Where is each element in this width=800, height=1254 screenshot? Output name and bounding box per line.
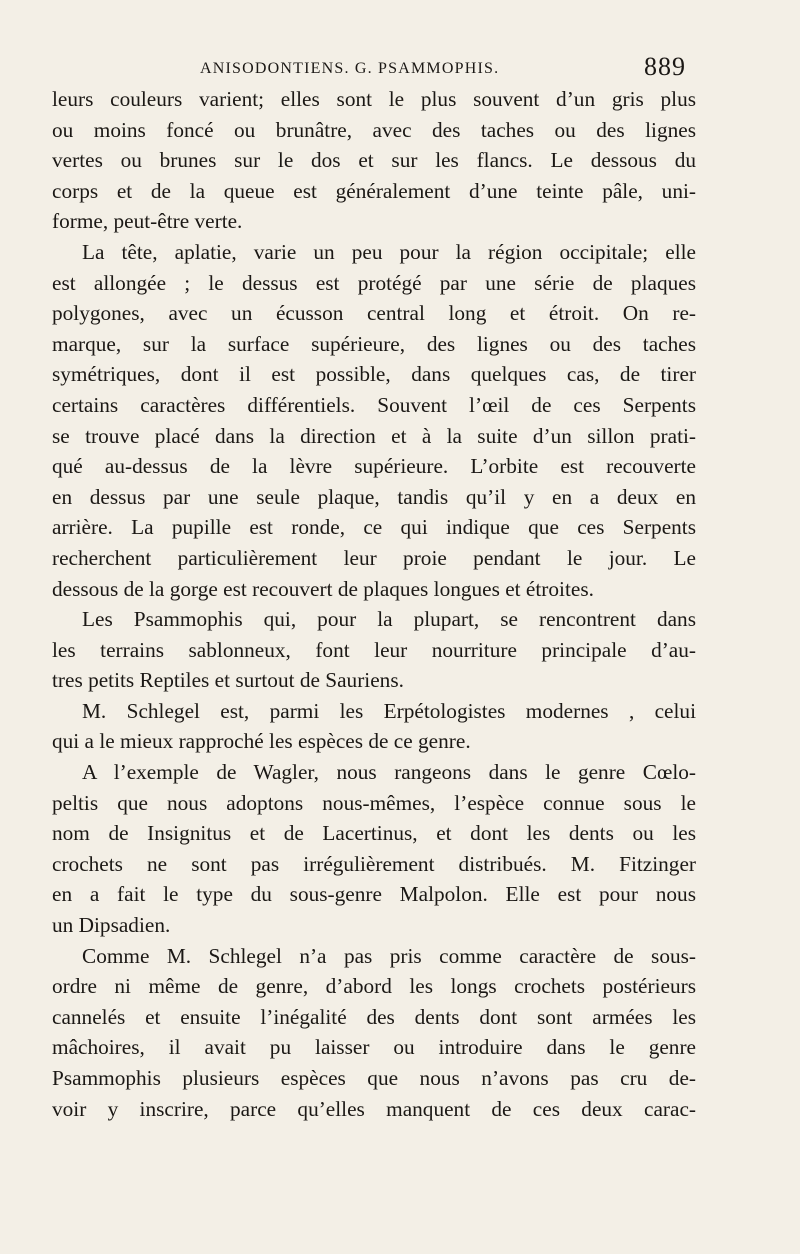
text-line: forme, peut-être verte. xyxy=(52,209,243,234)
text-line: peltis que nous adoptons nous-mêmes, l’espèce connue sous le xyxy=(52,790,696,815)
text-line: recherchent particulièrement leur proie pendant le jour. Le xyxy=(52,545,696,570)
text-line: dessous de la gorge est recouvert de plaques longues et étroites. xyxy=(52,576,594,601)
text-line: qui a le mieux rapproché les espèces de ce genre. xyxy=(52,729,471,754)
text-line: en a fait le type du sous-genre Malpolon. Elle est pour nous xyxy=(52,882,696,907)
text-line: M. Schlegel est, parmi les Erpétologistes modernes , celui xyxy=(82,698,696,723)
running-header xyxy=(128,50,686,84)
text-line: marque, sur la surface supérieure, des lignes ou des taches xyxy=(52,331,696,356)
text-line: ordre ni même de genre, d’abord les longs crochets postérieurs xyxy=(52,974,696,999)
text-line: en dessus par une seule plaque, tandis qu’il y en a deux en xyxy=(52,484,696,509)
text-line: se trouve placé dans la direction et à la suite d’un sillon prati- xyxy=(52,423,696,448)
text-line: crochets ne sont pas irrégulièrement distribués. M. Fitzinger xyxy=(52,851,696,876)
text-line: qué au-dessus de la lèvre supérieure. L’orbite est recouverte xyxy=(52,454,696,479)
text-line: symétriques, dont il est possible, dans quelques cas, de tirer xyxy=(52,362,696,387)
text-line: Psammophis plusieurs espèces que nous n’avons pas cru de- xyxy=(52,1066,696,1090)
text-line: Comme M. Schlegel n’a pas pris comme caractère de sous- xyxy=(82,943,696,968)
text-line: un Dipsadien. xyxy=(52,913,171,938)
body-text xyxy=(52,84,696,1124)
text-line: certains caractères différentiels. Souvent l’œil de ces Serpents xyxy=(52,392,696,417)
text-line: Les Psammophis qui, pour la plupart, se rencontrent dans xyxy=(82,607,696,632)
text-line: tres petits Reptiles et surtout de Sauriens. xyxy=(52,668,404,693)
text-line: corps et de la queue est généralement d’une teinte pâle, uni- xyxy=(52,178,696,203)
text-line: cannelés et ensuite l’inégalité des dents dont sont armées les xyxy=(52,1004,696,1029)
text-line: La tête, aplatie, varie un peu pour la région occipitale; elle xyxy=(82,239,696,264)
text-line: est allongée ; le dessus est protégé par une série de plaques xyxy=(52,270,696,295)
text-line: leurs couleurs varient; elles sont le plus souvent d’un gris plus xyxy=(52,87,696,111)
text-line: ou moins foncé ou brunâtre, avec des taches ou des lignes xyxy=(52,117,696,142)
text-line: nom de Insignitus et de Lacertinus, et dont les dents ou les xyxy=(52,821,696,846)
text-line: mâchoires, il avait pu laisser ou introduire dans le genre xyxy=(52,1035,696,1060)
text-line: voir y inscrire, parce qu’elles manquent de ces deux carac- xyxy=(52,1096,696,1121)
running-title: ANISODONTIENS. G. PSAMMOPHIS. xyxy=(200,60,500,77)
text-line: arrière. La pupille est ronde, ce qui indique que ces Serpents xyxy=(52,515,696,540)
page-number: 889 xyxy=(644,52,686,81)
text-line: les terrains sablonneux, font leur nourriture principale d’au- xyxy=(52,637,696,662)
text-line: vertes ou brunes sur le dos et sur les flancs. Le dessous du xyxy=(52,148,696,173)
text-line: A l’exemple de Wagler, nous rangeons dans le genre Cœlo- xyxy=(82,760,696,785)
text-line: polygones, avec un écusson central long et étroit. On re- xyxy=(52,301,696,326)
